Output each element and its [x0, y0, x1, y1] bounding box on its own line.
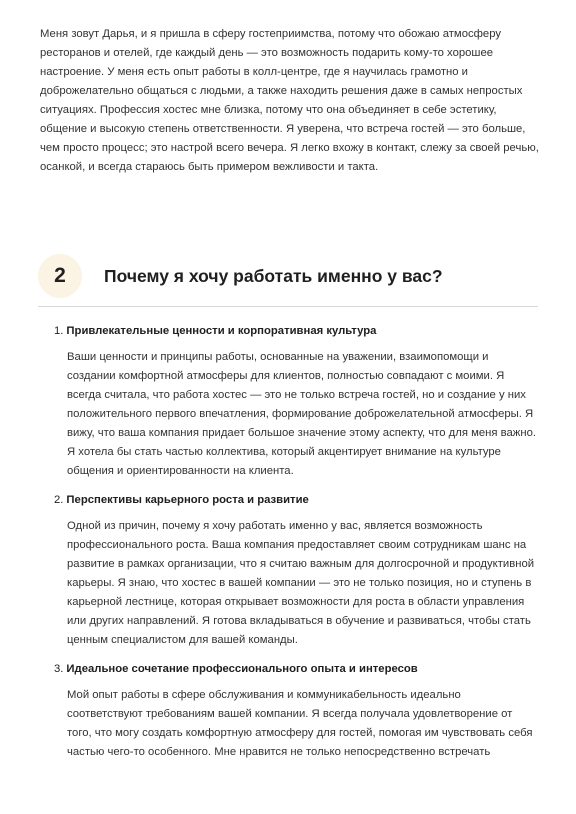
intro-paragraph: Меня зовут Дарья, и я пришла в сферу гостеприимства, потому что обожаю атмосферу ресторанов и отелей, где каждый день — это возможность подарить кому-то хорошее настроение. У меня есть опыт работы в колл-центре, где я научилась грамотно и доброжелательно общаться с людьми, а также находить решения даже в самых непростых ситуациях. Профессия хостес мне близка, потому что она объединяет в себе эстетику, общение и высокую степень ответственности. Я уверена, что встреча гостей — это больше, чем просто процесс; это настрой всего вечера. Я легко вхожу в контакт, слежу за своей речью, осанкой, и всегда стараюсь быть примером вежливости и такта.: [40, 28, 539, 173]
section-title: Почему я хочу работать именно у вас?: [104, 266, 443, 286]
list-item-body: Одной из причин, почему я хочу работать именно у вас, является возможность профессионального роста. Ваша компания предоставляет своим сотрудникам шанс на развитие в рамках организации, что я считаю важным для долгосрочной и продуктивной карьеры. Я знаю, что хостес в вашей компании — это не только позиция, но и ступень в карьерной лестнице, которая открывает возможности для роста в области управления или других направлений. Я готова вкладываться в обучение и развиваться, чтобы стать ценным специалистом для вашей команды.: [67, 520, 535, 646]
list-item-body: Ваши ценности и принципы работы, основанные на уважении, взаимопомощи и создании комфортной атмосферы для клиентов, полностью совпадают с моими. Я всегда считала, что работа хостес — это не только встреча гостей, но и создание у них положительного первого впечатления, формирование доброжелательной атмосферы. Я вижу, что ваша компания придает большое значение этому аспекту, что для меня важно. Я хотела бы стать частью коллектива, который акцентирует внимание на культуре общения и ориентированности на клиента.: [67, 351, 536, 477]
list-item-body: Мой опыт работы в сфере обслуживания и коммуникабельность идеально соответствуют требованиям вашей компании. Я всегда получала удовлетворение от того, что могу создать комфортную атмосферу для гостей, помогая им чувствовать себя частью чего-то особенного. Мне нравится не только непосредственно встречать: [67, 689, 533, 758]
list-item-title: Привлекательные ценности и корпоративная культура: [66, 325, 377, 337]
list-item-title: Идеальное сочетание профессионального опыта и интересов: [66, 663, 418, 675]
section-header: [38, 254, 538, 307]
list-item-heading: [54, 660, 538, 679]
list-item: [54, 660, 538, 762]
list-item-heading: [54, 491, 538, 510]
list-item: [54, 491, 538, 650]
list-item: [54, 322, 538, 481]
reasons-list: [54, 322, 538, 772]
list-item-number: 2.: [54, 494, 64, 506]
list-item-title: Перспективы карьерного роста и развитие: [66, 494, 309, 506]
list-item-number: 1.: [54, 325, 64, 337]
section-number-badge: 2: [38, 254, 82, 298]
list-item-number: 3.: [54, 663, 64, 675]
list-item-heading: [54, 322, 538, 341]
